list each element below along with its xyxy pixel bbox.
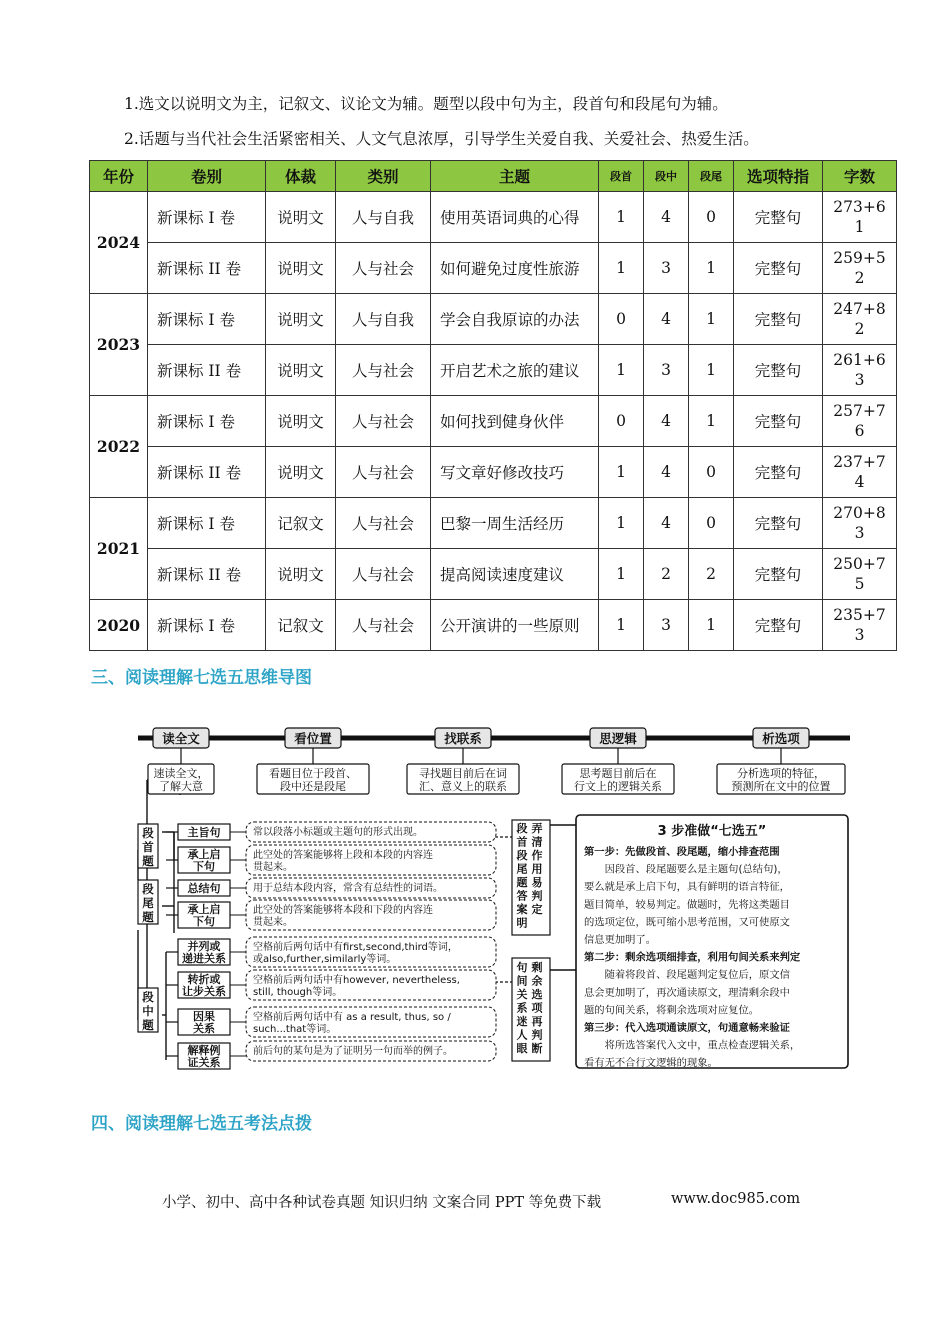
- relation-desc-line: 贯起来。: [253, 917, 293, 928]
- option-cell: 完整句: [734, 396, 823, 447]
- mid-count-cell: 4: [644, 294, 689, 345]
- tail-count-cell: 0: [689, 498, 734, 549]
- relation-label: 总结句: [187, 882, 221, 895]
- relation-label: 下句: [193, 860, 215, 873]
- table-row: [90, 549, 897, 600]
- position-tail-label: 尾: [142, 896, 154, 910]
- side-note-1-char: 弄: [531, 822, 543, 835]
- option-cell: 完整句: [734, 549, 823, 600]
- relation-label: 并列或: [187, 940, 221, 953]
- table-row: [90, 243, 897, 294]
- header-count: 字数: [823, 161, 897, 192]
- side-note-1-char: 易: [531, 876, 543, 889]
- word-count-a: 270+8: [833, 504, 886, 522]
- word-count-a: 273+6: [833, 198, 886, 216]
- topic-cell: 开启艺术之旅的建议: [431, 345, 599, 396]
- mid-count-cell: 4: [644, 447, 689, 498]
- word-count-a: 257+7: [833, 402, 886, 420]
- relation-label: 因果: [193, 1010, 215, 1023]
- year-cell: 2023: [90, 294, 148, 396]
- position-mid-label: 段: [142, 990, 154, 1004]
- step-desc-line: 了解大意: [159, 780, 203, 793]
- side-note-1-char: 用: [531, 862, 543, 876]
- header-option: 选项特指: [734, 161, 823, 192]
- word-count-a: 237+7: [833, 453, 886, 471]
- three-step-heading: 第一步：先做段首、段尾题，缩小排查范围: [584, 846, 780, 858]
- side-note-2-char: 判: [531, 1028, 543, 1042]
- header-year: 年份: [90, 161, 148, 192]
- tail-count-cell: 1: [689, 600, 734, 651]
- topic-cell: 写文章好修改技巧: [431, 447, 599, 498]
- category-cell: 人与社会: [336, 345, 431, 396]
- side-note-2-char: 眼: [516, 1042, 528, 1055]
- three-step-text: 息会更加明了，再次通读原文，理清剩余段中: [584, 986, 790, 999]
- relation-desc-line: 此空处的答案能够将上段和本段的内容连: [253, 850, 433, 861]
- intro-line-1: 1.选文以说明文为主，记叙文、议论文为辅。题型以段中句为主，段首句和段尾句为辅。: [124, 95, 728, 113]
- side-note-2-char: 关: [516, 988, 528, 1001]
- step-desc-line: 分析选项的特征，: [737, 767, 825, 780]
- side-note-2-char: 系: [516, 1001, 528, 1015]
- option-cell: 完整句: [734, 192, 823, 243]
- side-note-1-char: 判: [531, 889, 543, 903]
- footer-text: 小学、初中、高中各种试卷真题 知识归纳 文案合同 PPT 等免费下载: [162, 1195, 602, 1211]
- relation-desc-line: 空格前后两句话中有however, nevertheless,: [253, 975, 460, 986]
- relation-label: 解释例: [187, 1044, 221, 1057]
- relation-label: 下句: [193, 915, 215, 928]
- position-head-label: 题: [142, 854, 154, 868]
- paper-cell: 新课标 II 卷: [148, 345, 266, 396]
- header-category: 类别: [336, 161, 431, 192]
- option-cell: 完整句: [734, 600, 823, 651]
- paper-cell: 新课标 I 卷: [148, 396, 266, 447]
- word-count-cell: [823, 192, 897, 243]
- genre-cell: 说明文: [266, 294, 336, 345]
- head-count-cell: 1: [599, 243, 644, 294]
- relation-label: 转折或: [187, 973, 221, 986]
- genre-cell: 说明文: [266, 345, 336, 396]
- paper-cell: 新课标 II 卷: [148, 243, 266, 294]
- option-cell: 完整句: [734, 498, 823, 549]
- relation-desc-line: 此空处的答案能够将本段和下段的内容连: [253, 905, 433, 916]
- intro-line-2: 2.话题与当代社会生活紧密相关、人文气息浓厚，引导学生关爱自我、关爱社会、热爱生活。: [124, 130, 759, 148]
- word-count-b: 2: [854, 320, 865, 338]
- position-tail-label: 段: [142, 882, 154, 896]
- category-cell: 人与社会: [336, 600, 431, 651]
- table-row: [90, 447, 897, 498]
- relation-desc-line: 空格前后两句话中有first,second,third等词，: [253, 942, 458, 953]
- topic-cell: 如何找到健身伙伴: [431, 396, 599, 447]
- tail-count-cell: 1: [689, 294, 734, 345]
- position-head-label: 首: [142, 840, 154, 854]
- option-cell: 完整句: [734, 447, 823, 498]
- head-count-cell: 1: [599, 345, 644, 396]
- mid-count-cell: 4: [644, 396, 689, 447]
- side-note-2-char: 间: [516, 974, 528, 988]
- topic-cell: 如何避免过度性旅游: [431, 243, 599, 294]
- word-count-b: 2: [854, 269, 865, 287]
- side-note-1-char: 答: [516, 889, 528, 903]
- relation-desc-line: 或also,further,similarly等词。: [253, 954, 397, 965]
- relation-label: 关系: [193, 1022, 215, 1035]
- genre-cell: 说明文: [266, 243, 336, 294]
- table-header-row: [90, 161, 897, 192]
- side-note-2-char: 人: [516, 1028, 528, 1042]
- mid-count-cell: 3: [644, 345, 689, 396]
- three-step-text: 题目简单，较易判定。做题时，先将这类题目: [584, 898, 790, 911]
- position-mid-label: 题: [142, 1018, 154, 1032]
- genre-cell: 说明文: [266, 447, 336, 498]
- word-count-b: 3: [854, 524, 865, 542]
- table-row: [90, 498, 897, 549]
- exam-table: [89, 160, 897, 651]
- head-count-cell: 1: [599, 600, 644, 651]
- side-note-1-char: 案: [516, 903, 528, 916]
- paper-cell: 新课标 I 卷: [148, 498, 266, 549]
- header-topic: 主题: [431, 161, 599, 192]
- side-note-1-char: 段: [516, 849, 528, 862]
- three-step-text: 随着将段首、段尾题判定复位后，原文信: [584, 969, 790, 982]
- step-desc-line: 汇、意义上的联系: [419, 780, 507, 793]
- position-mid-label: 中: [142, 1004, 154, 1018]
- category-cell: 人与社会: [336, 396, 431, 447]
- word-count-b: 3: [854, 626, 865, 644]
- side-note-2-char: 再: [531, 1015, 543, 1028]
- head-count-cell: 0: [599, 396, 644, 447]
- word-count-b: 5: [854, 575, 865, 593]
- header-mid: 段中: [644, 161, 689, 192]
- header-paper: 卷别: [148, 161, 266, 192]
- option-cell: 完整句: [734, 243, 823, 294]
- word-count-b: 4: [854, 473, 865, 491]
- word-count-a: 247+8: [833, 300, 886, 318]
- side-note-1-char: 定: [531, 903, 543, 916]
- table-row: [90, 600, 897, 651]
- mid-count-cell: 4: [644, 498, 689, 549]
- three-step-text: 将所选答案代入文中，重点检查逻辑关系，: [584, 1039, 801, 1052]
- option-cell: 完整句: [734, 345, 823, 396]
- side-note-2-char: 迷: [516, 1015, 528, 1028]
- side-note-1-char: 段: [516, 822, 528, 835]
- relation-desc-line: 前后句的某句是为了证明另一句而举的例子。: [253, 1046, 453, 1057]
- three-step-text: 因段首、段尾题要么是主题句(总结句)，: [584, 863, 788, 876]
- three-step-text: 信息更加明了。: [584, 934, 657, 946]
- word-count-b: 3: [854, 371, 865, 389]
- table-row: [90, 345, 897, 396]
- side-note-2-char: 剩: [531, 961, 543, 974]
- word-count-cell: [823, 447, 897, 498]
- paper-cell: 新课标 II 卷: [148, 447, 266, 498]
- step-desc-line: 看题目位于段首、: [269, 767, 357, 780]
- word-count-cell: [823, 396, 897, 447]
- header-genre: 体裁: [266, 161, 336, 192]
- topic-cell: 使用英语词典的心得: [431, 192, 599, 243]
- side-note-2-char: 余: [531, 974, 543, 988]
- table-row: [90, 396, 897, 447]
- word-count-cell: [823, 549, 897, 600]
- head-count-cell: 1: [599, 498, 644, 549]
- mid-count-cell: 3: [644, 600, 689, 651]
- topic-cell: 巴黎一周生活经历: [431, 498, 599, 549]
- side-note-1-char: 题: [516, 876, 528, 889]
- head-count-cell: 0: [599, 294, 644, 345]
- option-cell: 完整句: [734, 294, 823, 345]
- step-label: 析选项: [762, 731, 800, 746]
- side-note-1-char: 首: [516, 835, 528, 849]
- topic-cell: 提高阅读速度建议: [431, 549, 599, 600]
- genre-cell: 记叙文: [266, 498, 336, 549]
- relation-label: 承上启: [187, 903, 221, 916]
- head-count-cell: 1: [599, 549, 644, 600]
- relation-desc-line: such...that等词。: [253, 1024, 337, 1035]
- three-step-heading: 第二步：剩余选项细排查，利用句间关系来判定: [584, 951, 801, 964]
- paper-cell: 新课标 I 卷: [148, 294, 266, 345]
- side-note-2-char: 断: [531, 1042, 543, 1055]
- word-count-a: 259+5: [833, 249, 886, 267]
- side-note-1-char: 明: [516, 916, 528, 930]
- step-desc-line: 预测所在文中的位置: [731, 780, 831, 793]
- side-note-2-char: 句: [516, 961, 528, 974]
- word-count-cell: [823, 600, 897, 651]
- position-head-label: 段: [142, 826, 154, 840]
- three-step-text: 要么就是承上启下句，具有鲜明的语言特征，: [584, 881, 790, 894]
- three-step-text: 看有无不合行文逻辑的现象。: [584, 1057, 718, 1070]
- position-tail-label: 题: [142, 910, 154, 924]
- topic-cell: 学会自我原谅的办法: [431, 294, 599, 345]
- section-3-title: 三、阅读理解七选五思维导图: [91, 668, 312, 688]
- tail-count-cell: 0: [689, 192, 734, 243]
- word-count-b: 1: [854, 218, 865, 236]
- word-count-a: 261+6: [833, 351, 886, 369]
- tail-count-cell: 1: [689, 345, 734, 396]
- mid-count-cell: 4: [644, 192, 689, 243]
- genre-cell: 说明文: [266, 192, 336, 243]
- footer-url[interactable]: www.doc985.com: [671, 1191, 801, 1207]
- relation-label: 承上启: [187, 848, 221, 861]
- tail-count-cell: 1: [689, 243, 734, 294]
- three-step-heading: 第三步：代入选项通读原文，句通意畅来验证: [584, 1022, 790, 1034]
- genre-cell: 记叙文: [266, 600, 336, 651]
- step-desc-line: 速读全文，: [153, 767, 209, 780]
- year-cell: 2020: [90, 600, 148, 651]
- side-note-1-char: 清: [531, 835, 543, 849]
- step-label: 思逻辑: [599, 731, 637, 746]
- word-count-cell: [823, 345, 897, 396]
- relation-desc-line: 常以段落小标题或主题句的形式出现。: [253, 827, 423, 838]
- category-cell: 人与社会: [336, 498, 431, 549]
- relation-desc-line: 用于总结本段内容，常含有总结性的词语。: [253, 883, 443, 894]
- relation-label: 证关系: [187, 1056, 221, 1069]
- word-count-a: 235+7: [833, 606, 886, 624]
- category-cell: 人与自我: [336, 294, 431, 345]
- table-row: [90, 294, 897, 345]
- word-count-cell: [823, 294, 897, 345]
- tail-count-cell: 1: [689, 396, 734, 447]
- step-label: 读全文: [162, 731, 200, 746]
- category-cell: 人与自我: [336, 192, 431, 243]
- header-head: 段首: [599, 161, 644, 192]
- category-cell: 人与社会: [336, 549, 431, 600]
- category-cell: 人与社会: [336, 447, 431, 498]
- step-desc-line: 思考题目前后在: [579, 767, 657, 780]
- tail-count-cell: 0: [689, 447, 734, 498]
- table-row: [90, 192, 897, 243]
- section-4-title: 四、阅读理解七选五考法点拨: [91, 1114, 312, 1134]
- relation-desc-line: 空格前后两句话中有 as a result, thus, so /: [253, 1012, 451, 1023]
- word-count-a: 250+7: [833, 555, 886, 573]
- relation-desc-line: 贯起来。: [253, 862, 293, 873]
- step-label: 看位置: [294, 731, 332, 746]
- relation-desc-line: still, though等词。: [253, 987, 343, 998]
- mid-count-cell: 3: [644, 243, 689, 294]
- step-desc-line: 寻找题目前后在词: [419, 767, 507, 780]
- paper-cell: 新课标 I 卷: [148, 192, 266, 243]
- relation-label: 让步关系: [182, 985, 226, 998]
- year-cell: 2022: [90, 396, 148, 498]
- side-note-2-char: 选: [531, 988, 543, 1001]
- year-cell: 2024: [90, 192, 148, 294]
- three-step-text: 题的句间关系，将剩余选项对应复位。: [584, 1004, 760, 1017]
- head-count-cell: 1: [599, 447, 644, 498]
- header-tail: 段尾: [689, 161, 734, 192]
- tail-count-cell: 2: [689, 549, 734, 600]
- word-count-cell: [823, 243, 897, 294]
- relation-label: 主旨句: [187, 826, 221, 839]
- side-note-1-char: 作: [531, 849, 543, 862]
- mind-map-diagram: [118, 720, 852, 1072]
- step-desc-line: 段中还是段尾: [280, 780, 346, 793]
- three-step-text: 的选项定位，既可缩小思考范围，又可使原文: [584, 916, 790, 929]
- head-count-cell: 1: [599, 192, 644, 243]
- relation-label: 递进关系: [182, 952, 226, 965]
- side-note-1-char: 尾: [516, 862, 528, 876]
- step-label: 找联系: [444, 731, 482, 746]
- paper-cell: 新课标 I 卷: [148, 600, 266, 651]
- three-step-title: 3 步准做“七选五”: [657, 824, 767, 839]
- word-count-b: 6: [854, 422, 865, 440]
- topic-cell: 公开演讲的一些原则: [431, 600, 599, 651]
- mid-count-cell: 2: [644, 549, 689, 600]
- word-count-cell: [823, 498, 897, 549]
- genre-cell: 说明文: [266, 549, 336, 600]
- year-cell: 2021: [90, 498, 148, 600]
- side-note-2-char: 项: [531, 1001, 543, 1015]
- step-desc-line: 行文上的逻辑关系: [574, 780, 662, 793]
- category-cell: 人与社会: [336, 243, 431, 294]
- paper-cell: 新课标 II 卷: [148, 549, 266, 600]
- genre-cell: 说明文: [266, 396, 336, 447]
